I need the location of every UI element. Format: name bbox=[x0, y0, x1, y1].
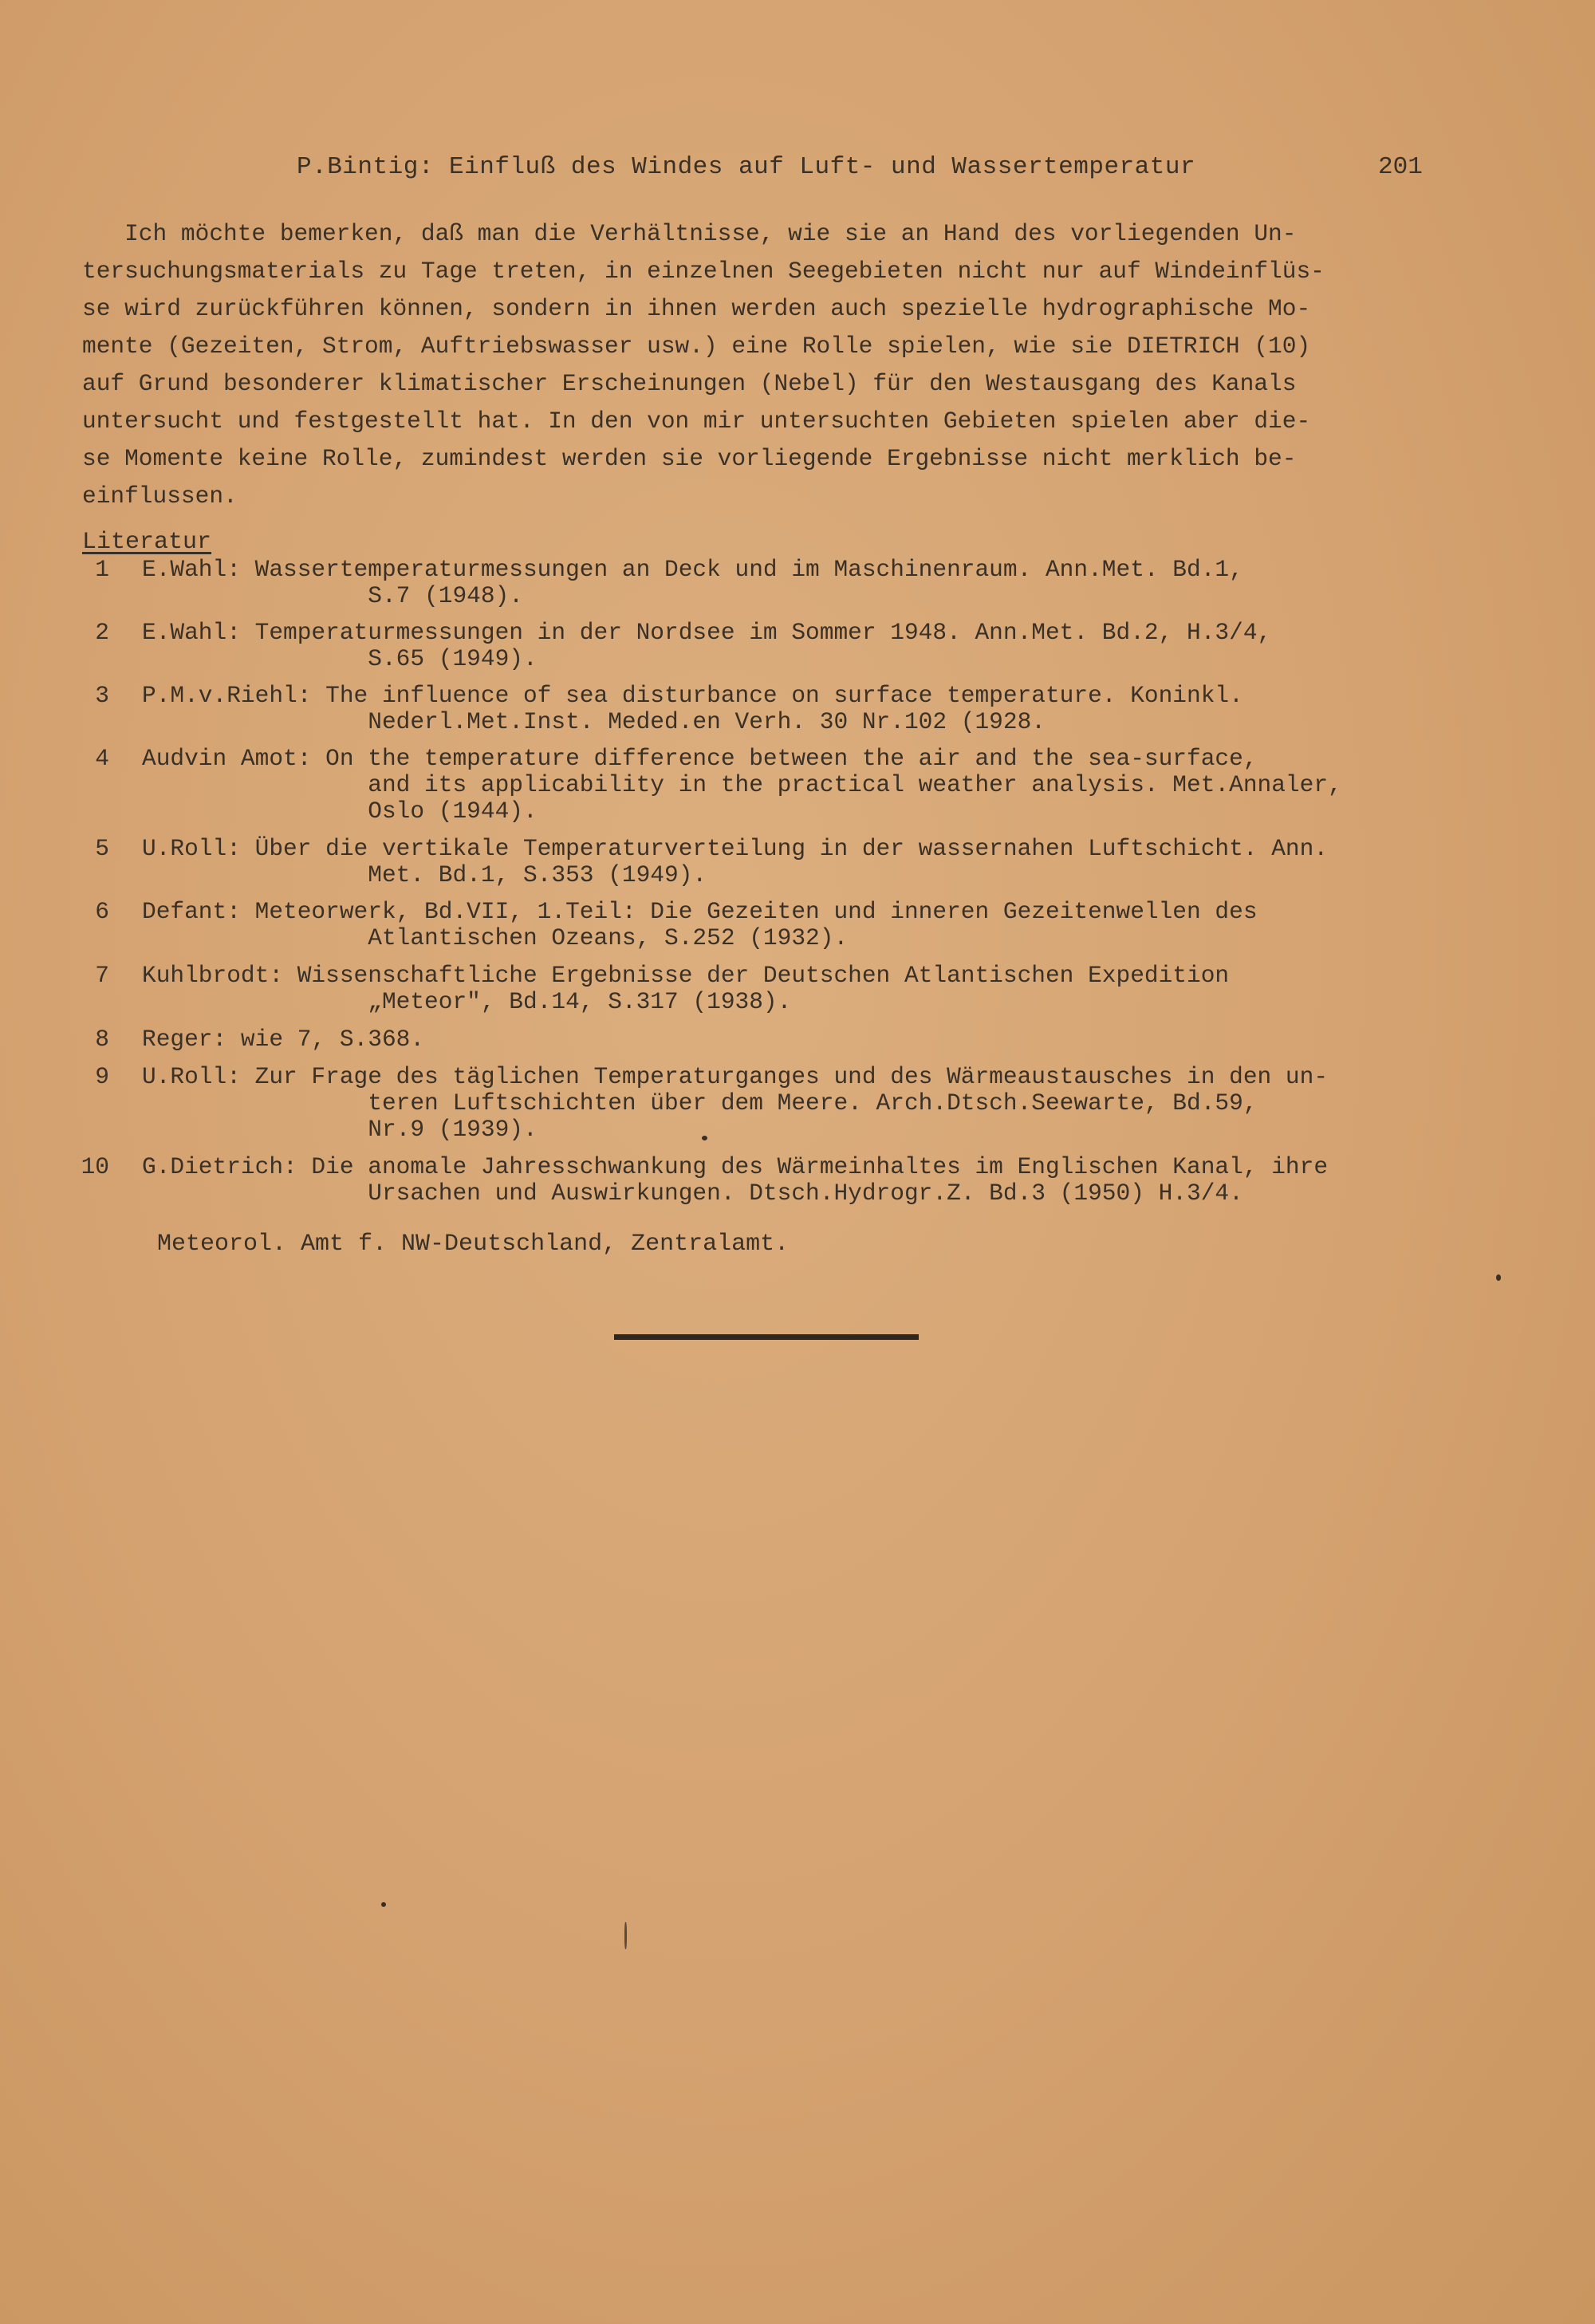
scan-speck bbox=[702, 1136, 707, 1140]
reference-line: Atlantischen Ozeans, S.252 (1932). bbox=[142, 924, 849, 951]
reference-line: Oslo (1944). bbox=[142, 798, 538, 825]
reference-line: Defant: Meteorwerk, Bd.VII, 1.Teil: Die Gezeiten und inneren Gezeitenwellen des bbox=[142, 898, 1258, 925]
paragraph-line: mente (Gezeiten, Strom, Auftriebswasser usw.) eine Rolle spielen, wie sie DIETRICH (10) bbox=[82, 333, 1311, 360]
reference-number: 10 bbox=[81, 1153, 109, 1180]
reference-line: Kuhlbrodt: Wissenschaftliche Ergebnisse der Deutschen Atlantischen Expedition bbox=[142, 962, 1230, 989]
running-header-title: P.Bintig: Einfluß des Windes auf Luft- und Wassertemperatur bbox=[297, 153, 1196, 181]
scan-speck bbox=[624, 1922, 627, 1949]
reference-line: S.7 (1948). bbox=[142, 582, 523, 609]
body-paragraph bbox=[82, 215, 1454, 515]
reference-line: E.Wahl: Wassertemperaturmessungen an Deck und im Maschinenraum. Ann.Met. Bd.1, bbox=[142, 556, 1243, 583]
author-affiliation: Meteorol. Amt f. NW-Deutschland, Zentralamt. bbox=[157, 1231, 790, 1258]
paragraph-line: tersuchungsmaterials zu Tage treten, in einzelnen Seegebieten nicht nur auf Windeinflüs- bbox=[82, 258, 1325, 285]
reference-line: Audvin Amot: On the temperature difference between the air and the sea-surface, bbox=[142, 745, 1258, 772]
paragraph-line: auf Grund besonderer klimatischer Erscheinungen (Nebel) für den Westausgang des Kanals bbox=[82, 370, 1297, 397]
reference-line: Ursachen und Auswirkungen. Dtsch.Hydrogr.Z. Bd.3 (1950) H.3/4. bbox=[142, 1180, 1243, 1207]
reference-line: Reger: wie 7, S.368. bbox=[142, 1026, 425, 1053]
reference-line: P.M.v.Riehl: The influence of sea disturbance on surface temperature. Koninkl. bbox=[142, 682, 1243, 709]
reference-line: U.Roll: Über die vertikale Temperaturverteilung in der wassernahen Luftschicht. Ann. bbox=[142, 835, 1329, 862]
reference-line: Met. Bd.1, S.353 (1949). bbox=[142, 861, 707, 888]
reference-number: 9 bbox=[95, 1063, 109, 1090]
reference-line: „Meteor", Bd.14, S.317 (1938). bbox=[142, 988, 792, 1015]
scan-speck bbox=[1496, 1274, 1501, 1281]
reference-number: 5 bbox=[95, 835, 109, 862]
paragraph-line: einflussen. bbox=[82, 483, 238, 510]
paragraph-line: Ich möchte bemerken, daß man die Verhältnisse, wie sie an Hand des vorliegenden Un- bbox=[82, 220, 1297, 247]
reference-line: Nederl.Met.Inst. Meded.en Verh. 30 Nr.102 (1928. bbox=[142, 708, 1046, 735]
paragraph-line: se wird zurückführen können, sondern in ihnen werden auch spezielle hydrographische Mo- bbox=[82, 295, 1311, 322]
reference-line: S.65 (1949). bbox=[142, 645, 538, 672]
paragraph-line: untersucht und festgestellt hat. In den von mir untersuchten Gebieten spielen aber die- bbox=[82, 408, 1311, 435]
reference-number: 7 bbox=[95, 962, 109, 989]
reference-number: 1 bbox=[95, 556, 109, 583]
reference-line: G.Dietrich: Die anomale Jahresschwankung des Wärmeinhaltes im Englischen Kanal, ihre bbox=[142, 1153, 1329, 1180]
scan-speck bbox=[381, 1902, 386, 1907]
reference-line: E.Wahl: Temperaturmessungen in der Nordsee im Sommer 1948. Ann.Met. Bd.2, H.3/4, bbox=[142, 619, 1272, 646]
paragraph-line: se Momente keine Rolle, zumindest werden sie vorliegende Ergebnisse nicht merklich be- bbox=[82, 445, 1297, 472]
reference-number: 3 bbox=[95, 682, 109, 709]
reference-line: Nr.9 (1939). bbox=[142, 1116, 538, 1143]
page-number: 201 bbox=[1378, 153, 1423, 181]
reference-line: and its applicability in the practical weather analysis. Met.Annaler, bbox=[142, 771, 1342, 798]
reference-line: U.Roll: Zur Frage des täglichen Temperaturganges und des Wärmeaustausches in den un- bbox=[142, 1063, 1329, 1090]
end-rule bbox=[614, 1334, 919, 1340]
reference-line: teren Luftschichten über dem Meere. Arch.Dtsch.Seewarte, Bd.59, bbox=[142, 1089, 1258, 1117]
reference-number: 8 bbox=[95, 1026, 109, 1053]
reference-number: 6 bbox=[95, 898, 109, 925]
reference-number: 4 bbox=[95, 745, 109, 772]
reference-number: 2 bbox=[95, 619, 109, 646]
literature-heading: Literatur bbox=[82, 529, 212, 556]
